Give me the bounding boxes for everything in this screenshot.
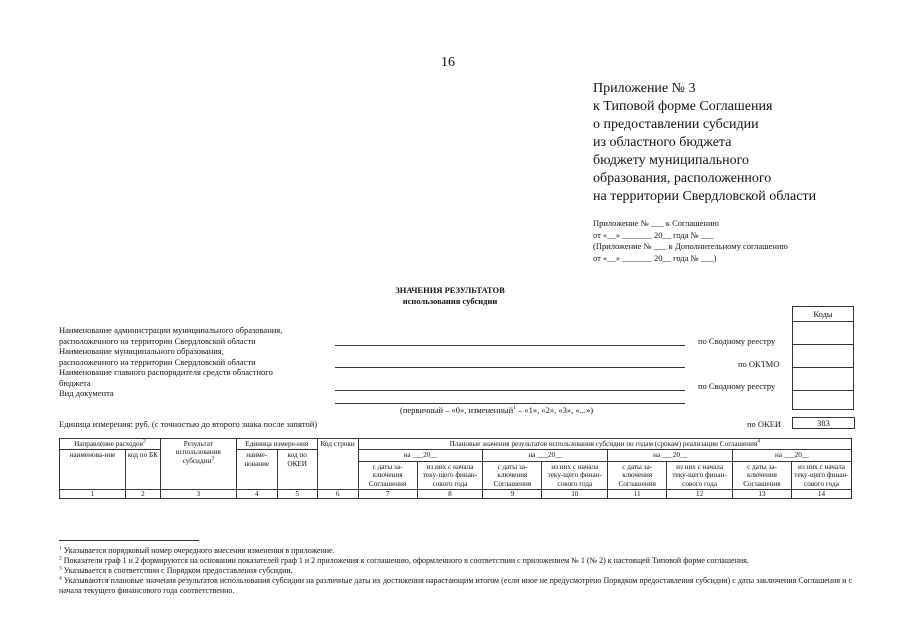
column-number: 5 bbox=[277, 490, 317, 499]
footnote-text: Указывается порядковый номер очередного внесения изменения в приложение. bbox=[63, 546, 335, 555]
label-admin-name: Наименование администрации муниципального образования, bbox=[59, 325, 283, 335]
footnote-number: 4 bbox=[59, 575, 62, 582]
footnote-text: Указывается в соответствии с Порядком предоставления субсидии. bbox=[63, 566, 293, 575]
header-unit-name: наиме-нование bbox=[236, 450, 277, 490]
doc-type-line[interactable] bbox=[335, 403, 685, 404]
okei-label: по ОКЕИ bbox=[747, 419, 782, 429]
footnote bbox=[59, 566, 852, 576]
appendix-line: Приложение № 3 bbox=[593, 81, 696, 96]
header-year-2: на ___20__ bbox=[483, 450, 608, 461]
title-main: ЗНАЧЕНИЯ РЕЗУЛЬТАТОВ bbox=[395, 285, 505, 295]
label-chief-administrator: Наименование главного распорядителя средств областного bbox=[59, 367, 273, 377]
column-number: 11 bbox=[608, 490, 667, 499]
footnote-number: 1 bbox=[59, 545, 62, 552]
column-number: 3 bbox=[160, 490, 236, 499]
footnote-number: 2 bbox=[59, 555, 62, 562]
footnote-text: Показатели граф 1 и 2 формируются на основании показателей граф 1 и 2 приложения к соглашению, оформленного в соответствии с приложением № 1 (№ 2) к настоящей Типовой форме соглашения. bbox=[63, 556, 749, 565]
header-name: наименова-ние bbox=[60, 450, 126, 490]
column-number: 2 bbox=[125, 490, 160, 499]
header-from-date: с даты за-ключения Соглашения bbox=[358, 461, 417, 489]
codes-table bbox=[792, 306, 854, 410]
footnote bbox=[59, 576, 852, 596]
label-registry-1: по Сводному реестру bbox=[698, 336, 776, 346]
column-number: 7 bbox=[358, 490, 417, 499]
footnote bbox=[59, 546, 852, 556]
label-oktmo: по ОКТМО bbox=[738, 359, 780, 369]
page-number: 16 bbox=[441, 55, 455, 70]
appendix-line: из областного бюджета bbox=[593, 135, 732, 150]
header-result-text: Результат использования субсидии bbox=[175, 440, 221, 465]
footnote bbox=[59, 556, 852, 566]
footnote-divider bbox=[59, 540, 199, 541]
appendix-ref-line: (Приложение № ___ к Дополнительному соглашению bbox=[593, 241, 788, 251]
code-cell-registry-1[interactable] bbox=[793, 322, 854, 345]
label-doc-type: Вид документа bbox=[59, 388, 114, 398]
header-year-4: на ___20__ bbox=[733, 450, 852, 461]
title-sub: использования субсидии bbox=[402, 296, 498, 306]
field-labels bbox=[59, 325, 282, 399]
appendix-ref-line: от «__» _______ 20__ года № ___ bbox=[593, 229, 714, 240]
code-cell-registry-2[interactable] bbox=[793, 368, 854, 391]
header-from-year: из них с начала теку-щего финан-сового года bbox=[542, 461, 608, 489]
header-from-year: из них с начала теку-щего финан-сового года bbox=[791, 461, 851, 489]
appendix-line: бюджету муниципального bbox=[593, 153, 750, 168]
column-number: 10 bbox=[542, 490, 608, 499]
chief-administrator-line[interactable] bbox=[335, 390, 685, 391]
header-row-code: Код строки bbox=[317, 439, 358, 490]
footnote-number: 3 bbox=[59, 565, 62, 572]
code-cell-oktmo[interactable] bbox=[793, 345, 854, 368]
header-planned-values bbox=[358, 439, 851, 450]
header-year-1: на ___20__ bbox=[358, 450, 483, 461]
header-okei-code: код по ОКЕИ bbox=[277, 450, 317, 490]
appendix-ref-line: от «__» _______ 20__ года № ___) bbox=[593, 252, 717, 263]
header-from-date: с даты за-ключения Соглашения bbox=[608, 461, 667, 489]
doc-type-note-a: (первичный – «0», измененный bbox=[400, 405, 514, 415]
codes-header: Коды bbox=[793, 307, 854, 322]
column-number: 6 bbox=[317, 490, 358, 499]
column-number: 14 bbox=[791, 490, 851, 499]
code-cell-doc-type[interactable] bbox=[793, 391, 854, 410]
label-municipality-name-cont: расположенного на территории Свердловской области bbox=[59, 356, 256, 367]
municipality-name-line[interactable] bbox=[335, 367, 685, 368]
column-number: 1 bbox=[60, 490, 126, 499]
column-number: 4 bbox=[236, 490, 277, 499]
header-year-3: на ___20__ bbox=[608, 450, 733, 461]
appendix-header bbox=[593, 80, 816, 206]
header-from-year: из них с начала теку-щего финан-сового года bbox=[667, 461, 733, 489]
doc-type-note-b: – «1», «2», «3», «...») bbox=[515, 405, 594, 415]
unit-of-measure: Единица измерения: руб. (с точностью до второго знака после запятой) bbox=[59, 419, 318, 429]
appendix-line: образования, расположенного bbox=[593, 171, 772, 186]
results-table bbox=[59, 438, 852, 499]
doc-type-note bbox=[400, 405, 593, 415]
appendix-line: на территории Свердловской области bbox=[593, 189, 817, 204]
admin-name-line[interactable] bbox=[335, 345, 685, 346]
appendix-line: к Типовой форме Соглашения bbox=[593, 99, 773, 114]
footnotes bbox=[59, 546, 852, 596]
header-bk-code: код по БК bbox=[125, 450, 160, 490]
header-direction-text: Направление расходов bbox=[74, 440, 143, 448]
footnote-ref: 4 bbox=[757, 438, 761, 445]
column-number: 12 bbox=[667, 490, 733, 499]
footnote-ref: 1 bbox=[513, 405, 516, 412]
footnote-ref: 2 bbox=[143, 438, 146, 445]
column-numbers-row bbox=[60, 490, 852, 499]
header-from-year: из них с начала теку-щего финан-сового года bbox=[417, 461, 483, 489]
appendix-line: о предоставлении субсидии bbox=[593, 117, 759, 132]
label-municipality-name: Наименование муниципального образования, bbox=[59, 346, 224, 356]
appendix-reference bbox=[593, 218, 788, 264]
label-admin-name-cont: расположенного на территории Свердловской области bbox=[59, 335, 256, 346]
column-number: 9 bbox=[483, 490, 542, 499]
footnote-text: Указываются плановые значения результатов использования субсидии на различные даты их достижения нарастающим итогом (если иное не предусмотрено Порядком предоставления субсидии) с даты заключения Соглашения и с начала текущего финансового года соответственно. bbox=[59, 576, 853, 595]
header-unit: Единица измере-ния bbox=[236, 439, 317, 450]
header-result bbox=[160, 439, 236, 490]
label-registry-2: по Сводному реестру bbox=[698, 381, 776, 391]
header-planned-text: Плановые значения результатов использования субсидии по годам (срокам) реализации Соглашения bbox=[449, 440, 758, 448]
header-direction bbox=[60, 439, 161, 450]
label-chief-administrator-cont: бюджета bbox=[59, 377, 91, 388]
column-number: 13 bbox=[733, 490, 792, 499]
header-from-date: с даты за-ключения Соглашения bbox=[733, 461, 792, 489]
column-number: 8 bbox=[417, 490, 483, 499]
footnote-ref: 3 bbox=[211, 455, 214, 462]
document-title bbox=[250, 285, 650, 307]
okei-code-cell: 383 bbox=[792, 417, 855, 429]
appendix-ref-line: Приложение № ___ к Соглашению bbox=[593, 218, 719, 228]
header-from-date: с даты за-ключения Соглашения bbox=[483, 461, 542, 489]
